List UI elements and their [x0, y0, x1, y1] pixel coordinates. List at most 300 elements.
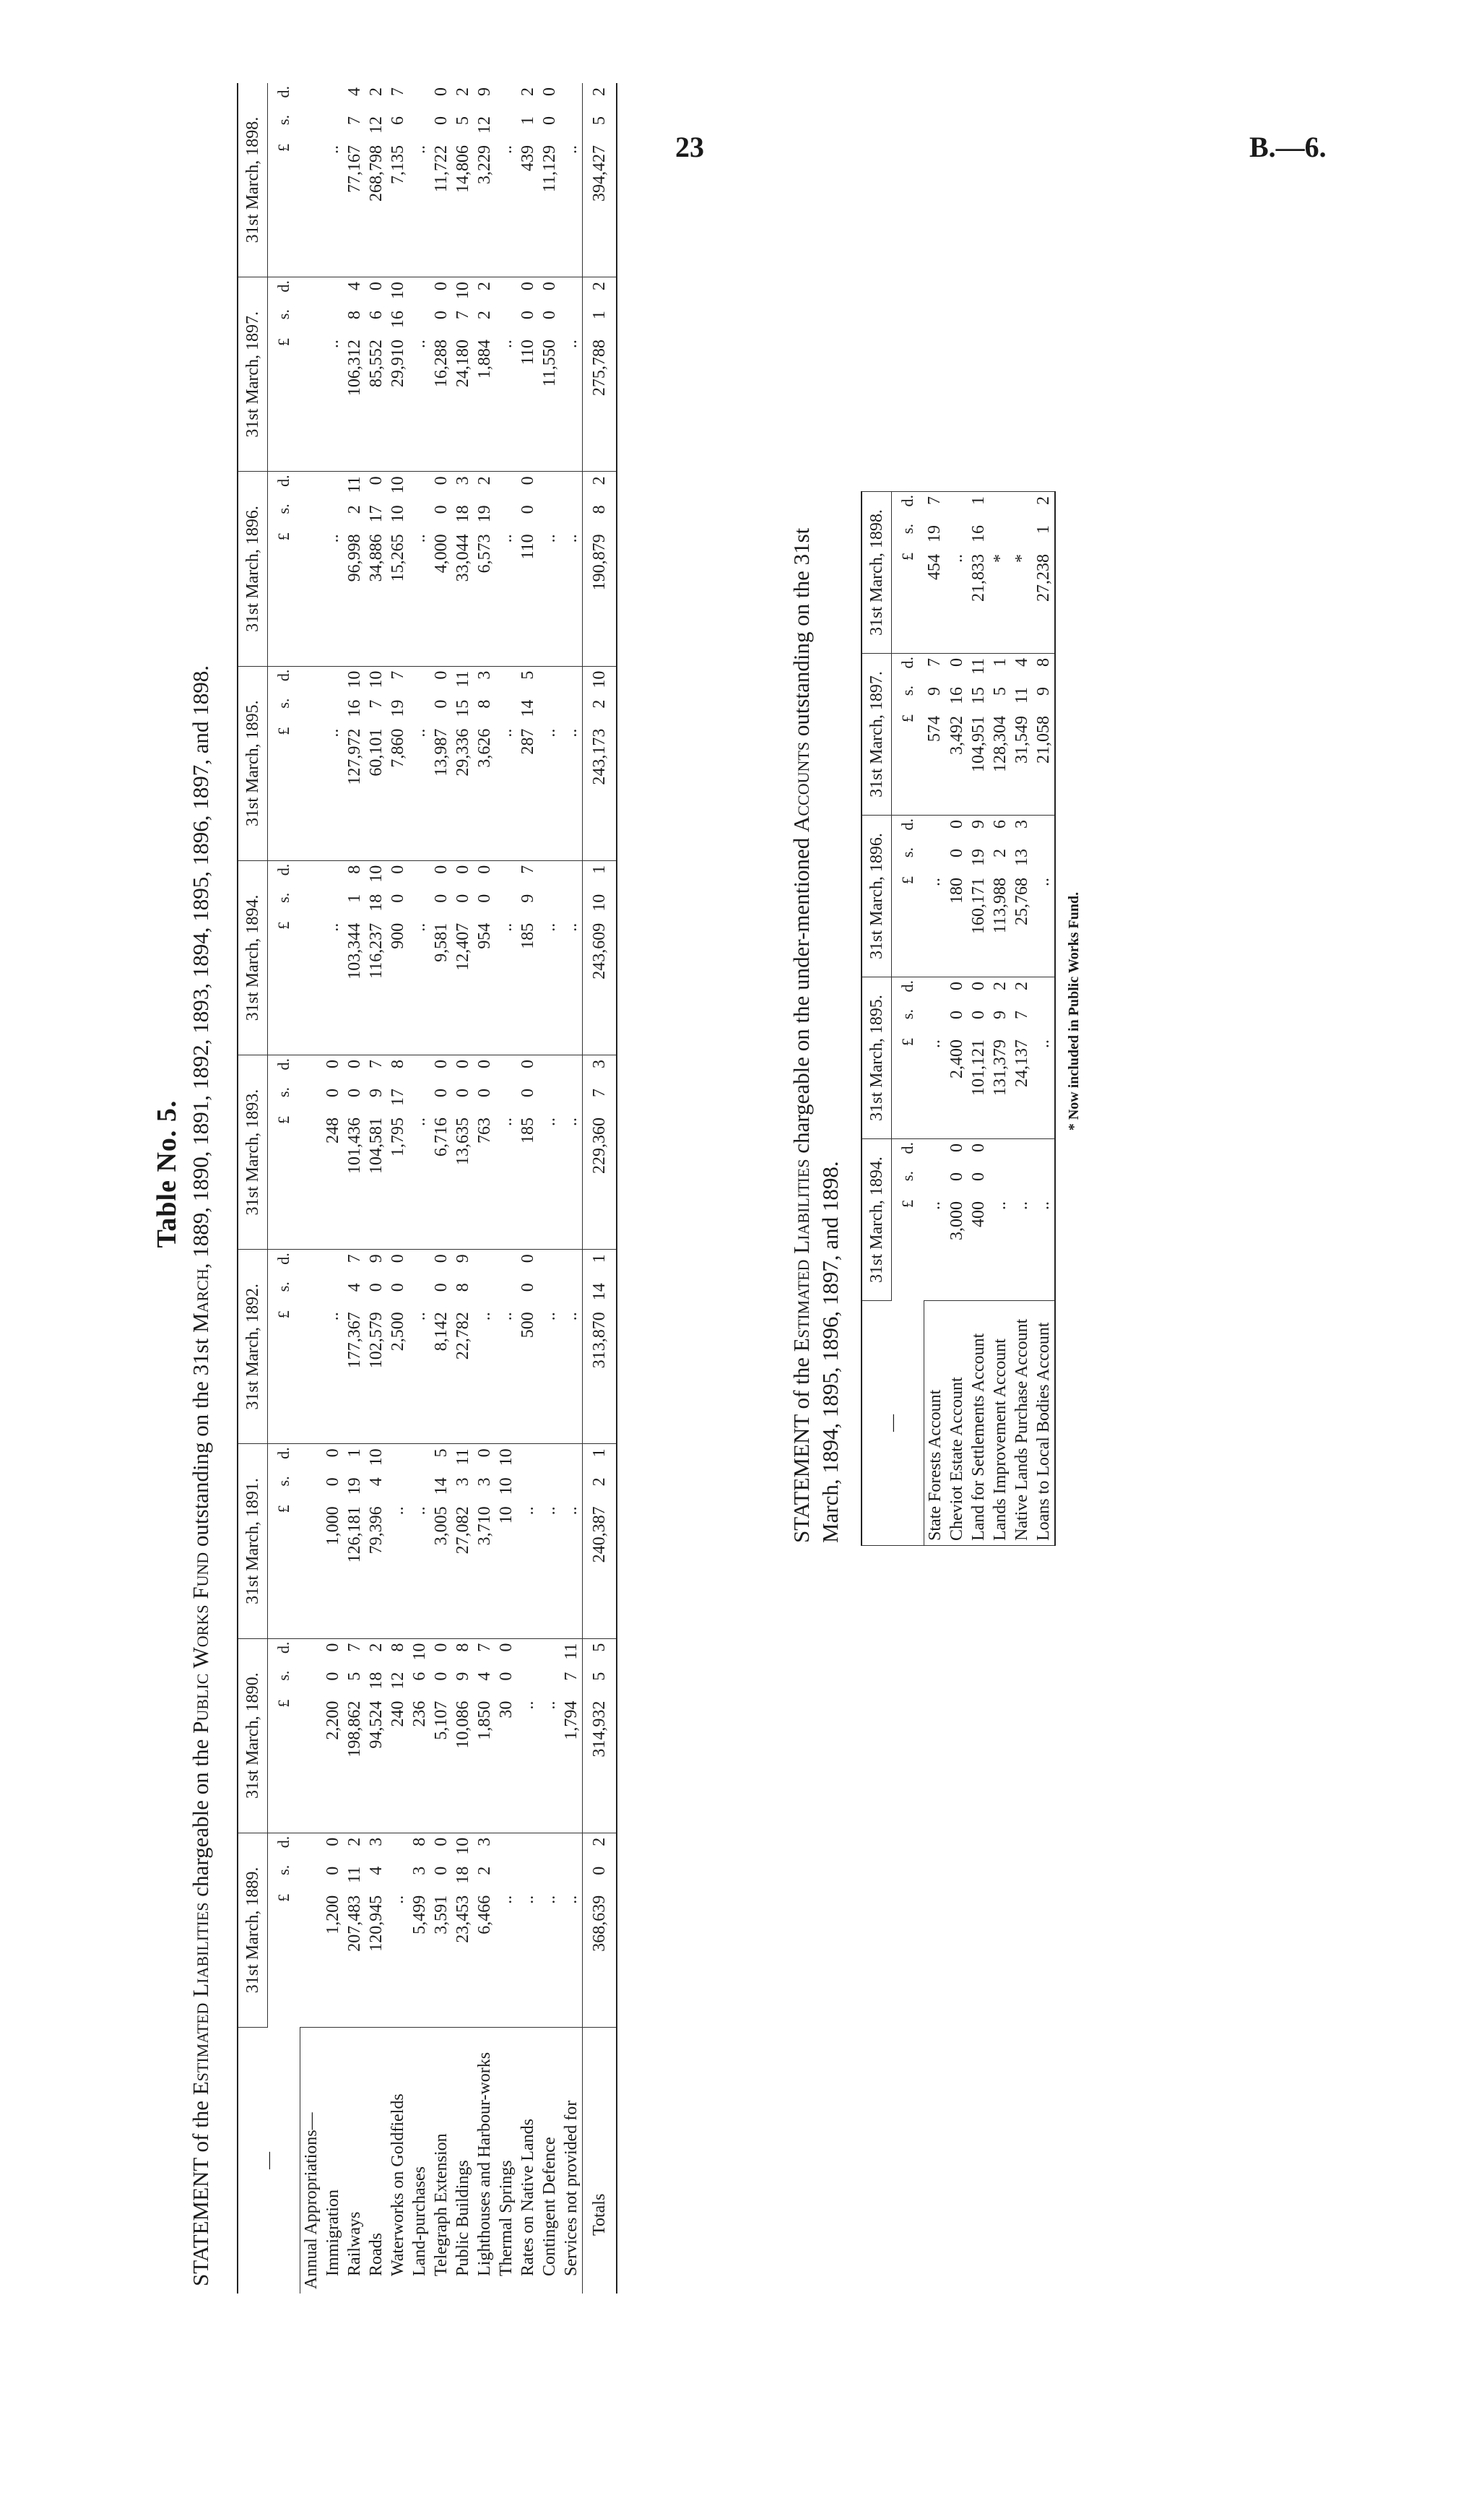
- pounds-value: 900: [388, 922, 407, 949]
- pence-value: [322, 865, 344, 884]
- row-label: Land-purchases: [409, 2166, 429, 2276]
- pounds-value: ..: [561, 1117, 581, 1126]
- pounds-value: 94,524: [366, 1700, 386, 1749]
- amount-cell: [1033, 1139, 1055, 1301]
- amount-cell: [452, 666, 474, 860]
- pence-value: 8: [409, 1837, 429, 1846]
- pounds-value: ..: [925, 878, 944, 886]
- amount-group: [989, 1144, 1011, 1296]
- shillings-value: 14: [431, 1477, 451, 1495]
- amount-group: [539, 282, 560, 467]
- shillings-value: [495, 116, 517, 135]
- amount-group: [365, 1643, 387, 1828]
- amount-cell: [430, 1055, 452, 1249]
- shillings-value: [409, 116, 430, 135]
- amount-group: [517, 1060, 539, 1245]
- shillings-value: 0: [323, 1477, 342, 1487]
- pence-value: 2: [990, 982, 1010, 990]
- amount-group: [322, 865, 344, 1050]
- pounds-value: 24,180: [453, 340, 472, 388]
- amount-cell: [560, 860, 583, 1055]
- amount-cell: [344, 1444, 365, 1638]
- shillings-value: 7: [453, 311, 472, 320]
- shillings-value: [495, 1867, 517, 1885]
- amount-cell: [539, 666, 560, 860]
- amount-group: [430, 1838, 452, 2023]
- amount-cell: [409, 1444, 430, 1638]
- shillings-value: 0: [431, 699, 451, 709]
- row-label: Lighthouses and Harbour-works: [474, 2052, 494, 2276]
- pounds-unit: £: [274, 1893, 292, 1902]
- amount-group: [322, 671, 344, 856]
- shillings-value: 7: [344, 116, 364, 125]
- shillings-value: [539, 1672, 560, 1691]
- pounds-value: ..: [1033, 1201, 1053, 1210]
- amount-cell: [365, 1638, 387, 1833]
- amount-group: [495, 1254, 517, 1439]
- shillings-value: 2: [990, 849, 1010, 857]
- pounds-value: 27,238: [1033, 554, 1053, 602]
- pounds-value: ..: [409, 145, 429, 154]
- shillings-value: [409, 505, 430, 524]
- pounds-value: 177,367: [344, 1312, 364, 1369]
- amount-group: [409, 476, 430, 661]
- amount-group: [322, 1254, 344, 1439]
- pounds-value: 16,288: [431, 340, 451, 388]
- pounds-value: 5,499: [409, 1895, 429, 1934]
- amount-group: [560, 1254, 582, 1439]
- pounds-value: 439: [518, 145, 537, 171]
- table-row: [968, 492, 989, 1546]
- amount-group: [409, 282, 430, 467]
- amount-cell: [1011, 492, 1033, 654]
- amount-cell: [452, 1250, 474, 1444]
- pence-value: [1011, 496, 1033, 515]
- amount-cell: [946, 977, 968, 1139]
- amount-group: [589, 476, 610, 661]
- amount-group: [560, 1643, 582, 1828]
- pence-value: 0: [947, 1144, 966, 1152]
- amount-cell: [387, 1444, 409, 1638]
- shillings-value: 19: [474, 505, 494, 523]
- pence-value: 11: [453, 670, 472, 688]
- shillings-value: 12: [366, 116, 386, 134]
- group-label: Annual Appropriations—: [301, 2112, 321, 2289]
- amount-cell: [365, 83, 387, 277]
- pence-value: [322, 87, 344, 106]
- amount-cell: [946, 816, 968, 977]
- shillings-value: 3: [474, 1477, 494, 1487]
- units-group: [274, 1642, 294, 1830]
- amount-group: [322, 1643, 344, 1828]
- amount-cell: [430, 1444, 452, 1638]
- shillings-value: [387, 1477, 409, 1496]
- amount-group: [560, 87, 582, 272]
- pounds-value: ..: [496, 922, 516, 932]
- title-text: March: [188, 1268, 213, 1333]
- shillings-value: 6: [409, 1672, 429, 1681]
- pence-value: [560, 865, 582, 884]
- shillings-unit: s.: [274, 1864, 292, 1875]
- amount-group: [409, 87, 430, 272]
- pounds-value: 29,910: [388, 340, 407, 388]
- pence-value: 7: [366, 1059, 386, 1068]
- amount-cell: [365, 1444, 387, 1638]
- amount-cell: [495, 83, 517, 277]
- pence-value: 0: [518, 1059, 537, 1068]
- pounds-unit: £: [274, 727, 292, 735]
- amount-group: [1011, 1144, 1033, 1296]
- shillings-value: 18: [453, 1866, 472, 1884]
- shillings-value: 0: [431, 505, 451, 514]
- shillings-unit: s.: [274, 1670, 292, 1681]
- pence-value: 3: [366, 1837, 386, 1846]
- amount-group: [495, 671, 517, 856]
- column-header: 31st March, 1895.: [238, 666, 268, 860]
- amount-group: [517, 865, 539, 1050]
- amount-group: [452, 865, 474, 1050]
- pence-value: [560, 1060, 582, 1078]
- pounds-value: 313,870: [589, 1312, 609, 1369]
- amount-cell: [387, 860, 409, 1055]
- units-cell: [268, 472, 300, 666]
- pence-value: 0: [539, 87, 559, 96]
- pounds-value: ..: [561, 728, 581, 738]
- amount-group: [560, 1448, 582, 1633]
- pence-value: 11: [968, 658, 988, 675]
- shillings-value: 0: [968, 1172, 988, 1181]
- amount-group: [365, 865, 387, 1050]
- pounds-value: 15,265: [388, 534, 407, 582]
- amount-group: [589, 671, 610, 856]
- pounds-value: 29,336: [453, 728, 472, 777]
- amount-group: [365, 1060, 387, 1245]
- pence-value: [387, 1448, 409, 1467]
- amount-cell: [989, 816, 1011, 977]
- amount-cell: [387, 666, 409, 860]
- shillings-value: [924, 1172, 945, 1191]
- units-cell: [268, 1444, 300, 1638]
- shillings-value: [539, 1477, 560, 1496]
- row-label: Land for Settlements Account: [968, 1333, 988, 1541]
- pounds-value: ..: [990, 1201, 1010, 1210]
- amount-cell: [430, 277, 452, 472]
- pence-unit: d.: [274, 475, 292, 487]
- pounds-unit: £: [274, 1115, 292, 1124]
- shillings-value: 19: [344, 1477, 364, 1495]
- amount-cell: [560, 1250, 583, 1444]
- amount-cell: [474, 83, 495, 277]
- title-text: outstanding on the 31st: [188, 1332, 213, 1552]
- units-group: [274, 1058, 294, 1246]
- shillings-value: 4: [344, 1283, 364, 1292]
- amount-group: [989, 982, 1011, 1134]
- pounds-value: 229,360: [589, 1117, 609, 1174]
- amount-group: [1033, 496, 1054, 649]
- pence-value: 0: [496, 1643, 516, 1652]
- amount-group: [539, 1254, 560, 1439]
- pence-value: 2: [518, 87, 537, 96]
- pence-value: 1: [589, 1254, 609, 1263]
- pence-value: [539, 1254, 560, 1273]
- pounds-value: 6,466: [474, 1895, 494, 1934]
- shillings-value: 2: [344, 505, 364, 514]
- pounds-unit: £: [898, 876, 916, 884]
- pence-value: 3: [589, 1059, 609, 1068]
- amount-group: [589, 1254, 610, 1439]
- amount-group: [560, 865, 582, 1050]
- pence-value: 0: [474, 1448, 494, 1458]
- shillings-value: [1011, 525, 1033, 544]
- pence-value: 10: [366, 1448, 386, 1466]
- amount-cell: [474, 1444, 495, 1638]
- units-cell: [268, 1833, 300, 2027]
- empty-cell: [300, 1444, 322, 1638]
- shillings-value: 12: [474, 116, 494, 134]
- pence-value: [1033, 1144, 1054, 1162]
- table-caption: Table No. 5.: [152, 1099, 182, 1248]
- pence-value: [517, 1448, 539, 1467]
- pence-value: [409, 671, 430, 690]
- amount-cell: [539, 83, 560, 277]
- shillings-value: 10: [388, 505, 407, 523]
- units-cell: [892, 492, 924, 654]
- shillings-unit: s.: [274, 1281, 292, 1292]
- amount-group: [539, 1060, 560, 1245]
- statement-title: [787, 477, 845, 1546]
- pence-value: 0: [968, 982, 988, 990]
- amount-cell: [344, 860, 365, 1055]
- pounds-value: 243,173: [589, 728, 609, 785]
- pence-value: [924, 1144, 945, 1162]
- shillings-value: [322, 116, 344, 135]
- pounds-value: 454: [925, 554, 944, 580]
- amount-group: [365, 1254, 387, 1439]
- shillings-value: 6: [388, 116, 407, 125]
- units-group: [274, 670, 294, 857]
- pounds-value: 236: [409, 1700, 429, 1727]
- pence-value: 0: [366, 476, 386, 485]
- pounds-value: ..: [1033, 1039, 1053, 1048]
- shillings-unit: s.: [274, 503, 292, 514]
- shillings-value: [409, 1283, 430, 1302]
- amount-group: [365, 87, 387, 272]
- amount-cell: [517, 1250, 539, 1444]
- shillings-value: 0: [474, 894, 494, 903]
- pounds-value: ..: [539, 728, 559, 738]
- units-group: [898, 980, 918, 1136]
- pence-value: 5: [431, 1448, 451, 1458]
- amount-cell: [344, 472, 365, 666]
- amount-cell: [474, 860, 495, 1055]
- shillings-value: [387, 1867, 409, 1885]
- pounds-value: ..: [561, 922, 581, 932]
- amount-cell: [430, 1638, 452, 1833]
- shillings-value: [495, 311, 517, 329]
- amount-group: [474, 865, 495, 1050]
- amount-cell: [495, 1055, 517, 1249]
- pounds-value: ..: [539, 1117, 559, 1126]
- pounds-unit: £: [274, 921, 292, 930]
- amount-cell: [582, 472, 617, 666]
- title-text: outstanding on the 31st March, 1894, 1895, 1896, 1897, and 1898.: [789, 527, 843, 1543]
- pence-value: 1: [589, 865, 609, 874]
- pounds-value: 85,552: [366, 340, 386, 388]
- shillings-value: 8: [344, 311, 364, 320]
- pence-value: 0: [366, 282, 386, 291]
- shillings-value: [924, 1011, 945, 1029]
- row-label: Contingent Defence: [539, 2137, 559, 2276]
- shillings-value: [560, 505, 582, 524]
- shillings-value: [1011, 1172, 1033, 1191]
- amount-cell: [322, 1833, 344, 2027]
- shillings-value: [924, 849, 945, 868]
- pounds-value: ..: [388, 1506, 407, 1516]
- shillings-value: 6: [366, 311, 386, 320]
- pence-value: 0: [323, 1643, 342, 1652]
- pence-value: 11: [561, 1643, 581, 1660]
- pence-unit: d.: [274, 86, 292, 98]
- shillings-value: 9: [518, 894, 537, 903]
- empty-cell: [300, 472, 322, 666]
- pounds-value: 60,101: [366, 728, 386, 777]
- amount-cell: [517, 83, 539, 277]
- amount-group: [409, 1643, 430, 1828]
- amount-group: [474, 476, 495, 661]
- pounds-value: *: [1012, 554, 1031, 563]
- amount-group: [344, 671, 365, 856]
- amount-group: [344, 87, 365, 272]
- pounds-value: 101,436: [344, 1117, 364, 1174]
- pounds-value: 3,591: [431, 1895, 451, 1934]
- row-label: Public Buildings: [453, 2160, 472, 2276]
- amount-cell: [322, 83, 344, 277]
- amount-group: [968, 496, 989, 649]
- shillings-value: 14: [518, 699, 537, 717]
- amount-group: [387, 282, 409, 467]
- pounds-value: 3,000: [947, 1201, 966, 1240]
- pence-unit: d.: [274, 1253, 292, 1265]
- units-group: [274, 1447, 294, 1635]
- pence-value: 0: [388, 1254, 407, 1263]
- pounds-value: 104,581: [366, 1117, 386, 1174]
- pence-value: [539, 671, 560, 690]
- row-label: Loans to Local Bodies Account: [1033, 1322, 1053, 1541]
- pence-value: 2: [589, 282, 609, 291]
- pounds-value: ..: [323, 534, 342, 543]
- amount-cell: [430, 1250, 452, 1444]
- units-cell: [268, 666, 300, 860]
- shillings-value: 11: [1012, 687, 1031, 704]
- amount-group: [322, 1060, 344, 1245]
- pence-value: [495, 671, 517, 690]
- pence-value: 8: [1033, 658, 1053, 667]
- pence-value: [409, 87, 430, 106]
- shillings-value: 0: [518, 1088, 537, 1097]
- amount-group: [1033, 658, 1054, 810]
- pounds-value: ..: [323, 1312, 342, 1321]
- pounds-value: 101,121: [968, 1039, 988, 1096]
- shillings-value: [409, 1089, 430, 1107]
- pence-value: [946, 496, 968, 515]
- shillings-value: 0: [323, 1672, 342, 1681]
- shillings-value: 2: [474, 1866, 494, 1875]
- shillings-value: 5: [453, 116, 472, 125]
- column-header: 31st March, 1897.: [238, 277, 268, 472]
- pounds-value: 6,716: [431, 1117, 451, 1157]
- document-reference: B.—6.: [1249, 131, 1327, 163]
- amount-group: [1033, 1144, 1054, 1296]
- amount-cell: [387, 1638, 409, 1833]
- pence-value: [409, 865, 430, 884]
- amount-group: [495, 1838, 517, 2023]
- pounds-value: 103,344: [344, 922, 364, 980]
- amount-group: [946, 1144, 968, 1296]
- row-label: Cheviot Estate Account: [947, 1377, 966, 1541]
- pence-value: 8: [453, 1643, 472, 1652]
- shillings-value: [539, 894, 560, 913]
- shillings-value: [517, 1867, 539, 1885]
- amount-group: [322, 282, 344, 467]
- pence-value: 10: [496, 1448, 516, 1466]
- empty-cell: [300, 277, 322, 472]
- amount-cell: [517, 277, 539, 472]
- pounds-value: 13,635: [453, 1117, 472, 1165]
- pounds-value: ..: [496, 340, 516, 349]
- amount-cell: [539, 472, 560, 666]
- amount-group: [539, 1448, 560, 1633]
- pence-value: [322, 671, 344, 690]
- amount-cell: [517, 1444, 539, 1638]
- pounds-value: ..: [496, 145, 516, 154]
- pence-value: [495, 476, 517, 495]
- amount-group: [430, 476, 452, 661]
- pence-value: [989, 496, 1011, 515]
- pounds-value: 394,427: [589, 145, 609, 202]
- stub-header: —: [862, 1301, 924, 1546]
- pence-value: [1033, 982, 1054, 1000]
- pounds-value: 24,137: [1012, 1039, 1031, 1087]
- pence-value: [322, 282, 344, 301]
- amount-group: [344, 1448, 365, 1633]
- column-header: 31st March, 1890.: [238, 1638, 268, 1833]
- shillings-value: [517, 1672, 539, 1691]
- amount-cell: [968, 816, 989, 977]
- amount-group: [589, 87, 610, 272]
- amount-group: [517, 282, 539, 467]
- pounds-value: 77,167: [344, 145, 364, 193]
- pounds-value: 34,886: [366, 534, 386, 582]
- pounds-value: ..: [323, 922, 342, 932]
- shillings-value: 8: [453, 1283, 472, 1292]
- amount-group: [474, 87, 495, 272]
- shillings-value: [539, 1283, 560, 1302]
- pounds-value: 126,181: [344, 1506, 364, 1563]
- shillings-value: 2: [474, 311, 494, 320]
- shillings-value: [989, 1172, 1011, 1191]
- pence-value: 1: [344, 1448, 364, 1458]
- amount-group: [589, 1060, 610, 1245]
- pence-value: 0: [518, 1254, 537, 1263]
- shillings-value: 0: [539, 116, 559, 125]
- amount-cell: [946, 492, 968, 654]
- pounds-value: 954: [474, 922, 494, 949]
- amount-cell: [560, 1833, 583, 2027]
- amount-group: [344, 1254, 365, 1439]
- units-group: [274, 1836, 294, 2025]
- pence-unit: d.: [274, 1447, 292, 1459]
- shillings-value: 5: [589, 1672, 609, 1681]
